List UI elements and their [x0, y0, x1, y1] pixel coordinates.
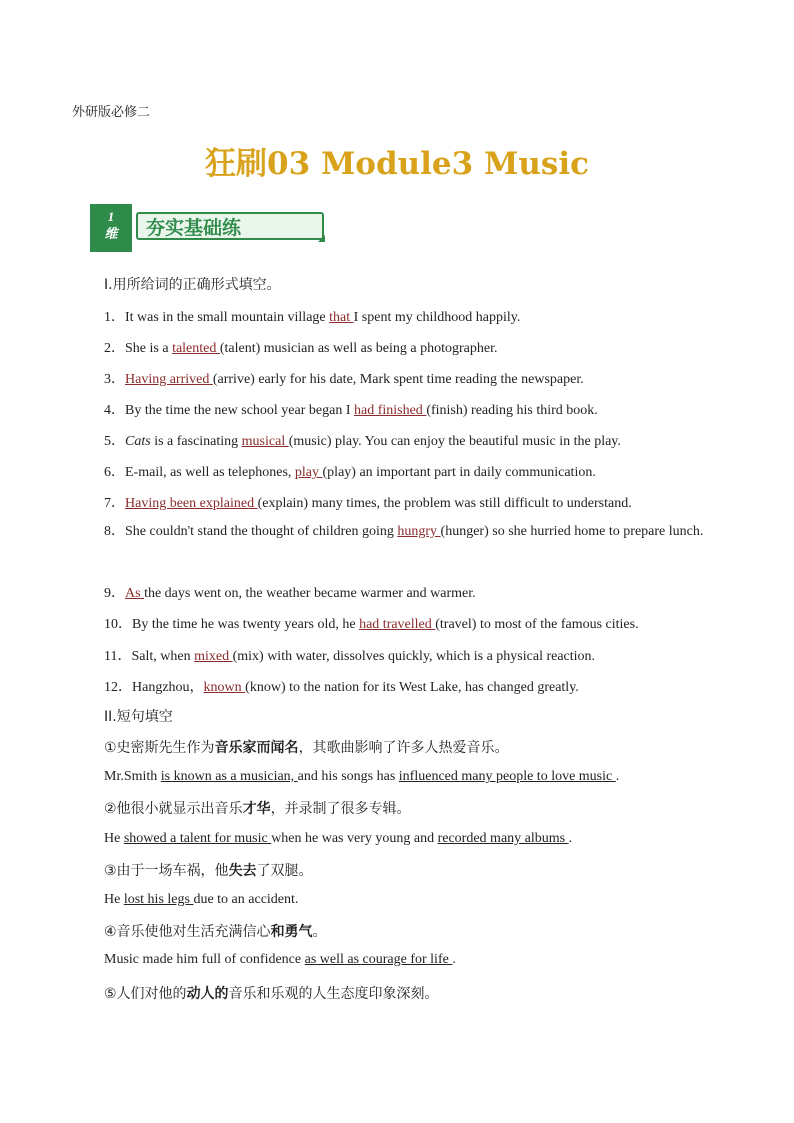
question-text: (arrive) early for his date, Mark spent time reading the newspaper. — [212, 372, 584, 387]
question-text: Salt, when — [131, 649, 195, 664]
item-2-chinese — [104, 798, 411, 818]
question-number: 7． — [104, 496, 125, 511]
question-1 — [104, 306, 520, 326]
question-3 — [104, 368, 584, 388]
question-6 — [104, 461, 596, 481]
question-text: By the time the new school year began I — [125, 403, 354, 418]
question-text: Cats is a fascinating — [125, 434, 242, 449]
question-text: She couldn't stand the thought of children going — [125, 524, 398, 539]
question-text: (mix) with water, dissolves quickly, which is a physical reaction. — [232, 649, 596, 664]
question-text: (explain) many times, the problem was still difficult to understand. — [257, 496, 632, 511]
page-title: 狂刷03 Module3 Music — [205, 146, 589, 182]
question-text: By the time he was twenty years old, he — [132, 617, 360, 632]
item-4-chinese — [104, 921, 327, 941]
title-italic: Cats — [125, 434, 151, 449]
answer: known — [203, 680, 246, 695]
chinese-text: 了双腿。 — [256, 863, 313, 879]
badge-number: 1 — [107, 209, 115, 224]
english-text: and his songs has — [297, 769, 399, 784]
section-1-heading: Ⅰ.用所给词的正确形式填空。 — [104, 277, 281, 293]
answer: had travelled — [359, 617, 436, 632]
badge-number-block — [90, 204, 132, 252]
answer: musical — [241, 434, 289, 449]
question-text: (finish) reading his third book. — [426, 403, 598, 418]
badge-label: 夯实基础练 — [136, 212, 324, 240]
chinese-text: 和勇气 — [270, 924, 313, 940]
question-4 — [104, 399, 598, 419]
chinese-text: 动人的 — [186, 986, 229, 1002]
question-number: 9． — [104, 586, 125, 601]
answer: that — [329, 310, 354, 325]
answer: as well as courage for life — [304, 952, 453, 967]
answer: lost his legs — [123, 892, 194, 907]
chinese-text: ④音乐使他对生活充满信心 — [104, 924, 271, 940]
answer: recorded many albums — [437, 831, 569, 846]
question-9 — [104, 582, 476, 602]
english-text: Music made him full of confidence — [104, 952, 305, 967]
question-7 — [104, 492, 632, 512]
chinese-text: 才华 — [242, 801, 271, 817]
english-text: when he was very young and — [271, 831, 438, 846]
question-number: 4． — [104, 403, 125, 418]
item-5-chinese — [104, 983, 439, 1003]
question-2 — [104, 337, 497, 357]
chinese-text: ⑤人们对他的 — [104, 986, 187, 1002]
answer: is known as a musician, — [160, 769, 298, 784]
item-1-chinese — [104, 737, 509, 757]
question-number: 10． — [104, 617, 132, 632]
chinese-text: ，并录制了很多专辑。 — [270, 801, 411, 817]
item-3-english — [104, 892, 298, 908]
answer: Having arrived — [125, 372, 213, 387]
badge-wei: 维 — [104, 227, 118, 242]
answer: had finished — [353, 403, 427, 418]
question-text: the days went on, the weather became warmer and warmer. — [144, 586, 476, 601]
question-11 — [104, 645, 595, 665]
chinese-text: ③由于一场车祸，他 — [104, 863, 229, 879]
question-text: (travel) to most of the famous cities. — [435, 617, 639, 632]
question-text: (music) play. You can enjoy the beautiful music in the play. — [288, 434, 621, 449]
english-text: He — [104, 892, 124, 907]
question-number: 8． — [104, 524, 125, 539]
english-text: due to an accident. — [193, 892, 299, 907]
question-10 — [104, 613, 639, 633]
question-text: Hangzhou， — [132, 680, 204, 695]
answer: showed a talent for music — [123, 831, 272, 846]
answer: play — [294, 465, 323, 480]
chinese-text: 音乐家而闻名 — [214, 740, 299, 756]
question-number: 5． — [104, 434, 125, 449]
answer: Having been explained — [125, 496, 258, 511]
question-text: She is a — [125, 341, 173, 356]
section-badge — [90, 202, 290, 254]
question-text: (play) an important part in daily communication. — [322, 465, 596, 480]
question-number: 1． — [104, 310, 125, 325]
question-number: 12． — [104, 680, 132, 695]
english-text: . — [452, 952, 456, 967]
item-4-english — [104, 952, 456, 968]
question-text: (know) to the nation for its West Lake, has changed greatly. — [245, 680, 579, 695]
question-number: 6． — [104, 465, 125, 480]
answer: talented — [172, 341, 220, 356]
english-text: . — [615, 769, 620, 784]
question-5 — [104, 430, 621, 450]
answer: As — [125, 586, 145, 601]
header-note: 外研版必修二 — [72, 105, 151, 120]
chinese-text: ①史密斯先生作为 — [104, 740, 215, 756]
answer: hungry — [397, 524, 441, 539]
badge-corner-icon — [318, 235, 325, 242]
question-text: I spent my childhood happily. — [353, 310, 521, 325]
question-text: (hunger) so she hurried home to prepare lunch. — [440, 524, 704, 539]
chinese-text: 音乐和乐观的人生态度印象深刻。 — [228, 986, 439, 1002]
answer: mixed — [194, 649, 233, 664]
question-text: E-mail, as well as telephones, — [125, 465, 295, 480]
english-text: Mr.Smith — [104, 769, 161, 784]
chinese-text: 。 — [312, 924, 327, 940]
question-12 — [104, 676, 579, 696]
answer: influenced many people to love music — [398, 769, 616, 784]
question-8 — [72, 517, 722, 546]
item-2-english — [104, 831, 572, 847]
chinese-text: 失去 — [228, 863, 257, 879]
question-number: 11． — [104, 649, 132, 664]
section-2-heading: II.短句填空 — [104, 709, 173, 725]
chinese-text: ②他很小就显示出音乐 — [104, 801, 243, 817]
english-text: He — [104, 831, 124, 846]
question-number: 2． — [104, 341, 125, 356]
chinese-text: ，其歌曲影响了许多人热爱音乐。 — [298, 740, 509, 756]
question-text: It was in the small mountain village — [125, 310, 330, 325]
question-text: (talent) musician as well as being a photographer. — [219, 341, 498, 356]
item-3-chinese — [104, 860, 313, 880]
question-number: 3． — [104, 372, 125, 387]
item-1-english — [104, 769, 619, 785]
english-text: . — [568, 831, 573, 846]
